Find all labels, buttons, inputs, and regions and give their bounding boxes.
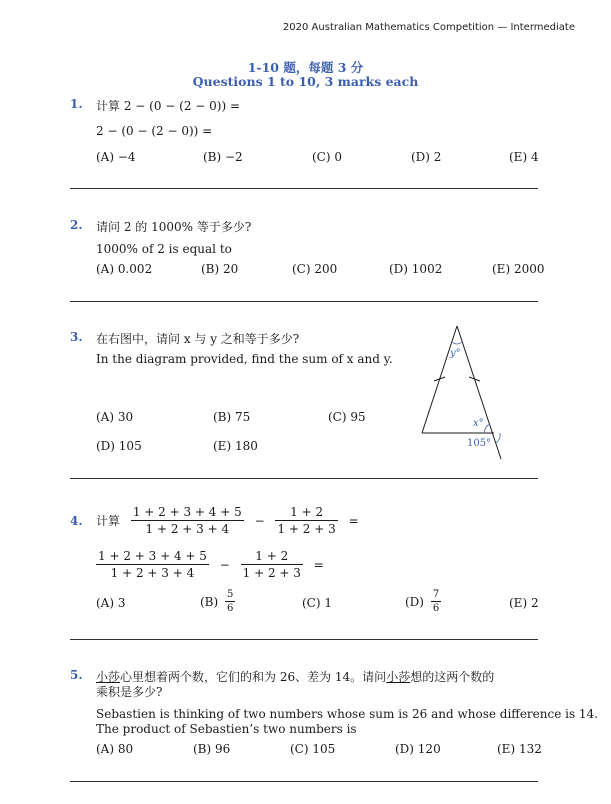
question-3-number: 3. (70, 330, 83, 344)
diagram-label-y: y° (450, 348, 461, 359)
question-4-en-equals: = (313, 557, 324, 572)
question-5-name-2: 小莎 (386, 670, 411, 684)
question-4-fraction-1-numerator: 1 + 2 + 3 + 4 + 5 (132, 505, 242, 519)
question-4-option-d-denominator: 6 (432, 603, 440, 614)
question-1-option-c[interactable]: (C) 0 (312, 150, 342, 164)
question-4-option-e[interactable]: (E) 2 (509, 596, 539, 610)
question-3-option-b[interactable]: (B) 75 (213, 410, 251, 424)
angle-arc-x (484, 424, 490, 433)
diagram-label-105: 105° (467, 438, 492, 449)
question-5-text-en-line1: Sebastien is thinking of two numbers whose sum is 26 and whose difference is 14. (96, 707, 599, 721)
question-5-number: 5. (70, 668, 83, 682)
question-4-stem (96, 505, 363, 536)
angle-arc-y (452, 342, 462, 344)
question-5-text-cn-line2: 乘积是多少? (96, 685, 163, 699)
question-1-expression: 2 − (0 − (2 − 0)) = (123, 99, 241, 113)
divider-4 (70, 639, 538, 640)
question-4-option-d-fraction (431, 589, 441, 614)
angle-arc-105 (496, 433, 500, 443)
divider-3 (70, 478, 538, 479)
question-2-option-b[interactable]: (B) 20 (201, 262, 239, 276)
question-2-option-e[interactable]: (E) 2000 (492, 262, 545, 276)
diagram-label-x: x° (473, 418, 484, 429)
question-4-option-b-label: (B) (200, 594, 219, 609)
question-1-option-b[interactable]: (B) −2 (203, 150, 243, 164)
question-4-number: 4. (70, 514, 83, 528)
divider-2 (70, 301, 538, 302)
question-2-option-a[interactable]: (A) 0.002 (96, 262, 153, 276)
question-4-option-b-fraction (225, 589, 235, 614)
question-4-option-d-numerator: 7 (432, 589, 440, 600)
question-2-option-d[interactable]: (D) 1002 (389, 262, 443, 276)
section-title-cn: 1-10 题，每题 3 分 (247, 60, 364, 75)
question-5-text-cn-part-a: 心里想着两个数，它们的和为 26、差为 14。请问 (120, 670, 387, 684)
question-4-en-fraction-2 (241, 549, 303, 580)
running-header: 2020 Australian Mathematics Competition — Intermediate (282, 22, 575, 33)
question-4-fraction-2-numerator: 1 + 2 (275, 505, 337, 521)
question-1-prefix: 计算 (96, 99, 121, 113)
question-4-en-fraction-1-denominator: 1 + 2 + 3 + 4 (110, 566, 195, 580)
question-5-option-c[interactable]: (C) 105 (290, 742, 336, 756)
question-2-text-cn: 请问 2 的 1000% 等于多少? (96, 220, 252, 234)
question-5-option-d[interactable]: (D) 120 (395, 742, 441, 756)
section-title-en: Questions 1 to 10, 3 marks each (192, 74, 419, 89)
question-4-option-a[interactable]: (A) 3 (96, 596, 126, 610)
question-4-option-b-numerator: 5 (227, 589, 234, 600)
question-4-prefix: 计算 (96, 514, 121, 528)
question-3-option-a[interactable]: (A) 30 (96, 410, 134, 424)
question-2-option-c[interactable]: (C) 200 (292, 262, 338, 276)
question-3-text-en: In the diagram provided, find the sum of x and y. (96, 352, 393, 366)
question-4-en-minus: − (219, 557, 230, 572)
question-4-minus: − (254, 513, 265, 528)
question-4-option-c[interactable]: (C) 1 (302, 596, 332, 610)
question-4-option-b[interactable] (200, 589, 238, 614)
question-5-name-1: 小莎 (96, 670, 121, 684)
question-3-text-cn: 在右图中，请问 x 与 y 之和等于多少? (96, 332, 300, 346)
question-4-equals: = (348, 513, 359, 528)
question-5-text-en-line2: The product of Sebastien’s two numbers is (96, 722, 357, 736)
question-3-option-d[interactable]: (D) 105 (96, 439, 142, 453)
divider-5 (70, 781, 538, 782)
question-2-number: 2. (70, 218, 83, 232)
question-4-option-d-label: (D) (405, 594, 424, 609)
question-5-option-e[interactable]: (E) 132 (497, 742, 542, 756)
question-1-number: 1. (70, 97, 83, 111)
question-4-en-fraction-1 (96, 549, 209, 580)
divider-1 (70, 188, 538, 189)
question-1-expression-en: 2 − (0 − (2 − 0)) = (96, 124, 213, 138)
question-4-option-b-denominator: 6 (227, 603, 234, 614)
question-3-option-e[interactable]: (E) 180 (213, 439, 258, 453)
question-4-fraction-1-denominator: 1 + 2 + 3 + 4 (145, 522, 230, 536)
triangle-diagram (410, 318, 520, 468)
question-5-option-b[interactable]: (B) 96 (193, 742, 231, 756)
question-5-option-a[interactable]: (A) 80 (96, 742, 134, 756)
question-1-stem (96, 97, 240, 114)
question-4-en-fraction-1-numerator: 1 + 2 + 3 + 4 + 5 (98, 549, 207, 563)
question-4-en-fraction-2-numerator: 1 + 2 (241, 549, 303, 565)
question-4-option-d[interactable] (405, 589, 444, 614)
question-1-option-e[interactable]: (E) 4 (509, 150, 539, 164)
question-4-fraction-1 (131, 505, 244, 536)
question-4-en-fraction-2-denominator: 1 + 2 + 3 (242, 566, 301, 580)
question-4-expression-en (93, 549, 328, 580)
question-1-option-a[interactable]: (A) −4 (96, 150, 136, 164)
question-3-option-c[interactable]: (C) 95 (328, 410, 366, 424)
question-4-fraction-2-denominator: 1 + 2 + 3 (277, 522, 336, 536)
question-2-text-en: 1000% of 2 is equal to (96, 242, 232, 256)
question-5-text-cn-part-b: 想的这两个数的 (410, 670, 495, 684)
question-4-fraction-2 (275, 505, 337, 536)
question-1-option-d[interactable]: (D) 2 (411, 150, 442, 164)
